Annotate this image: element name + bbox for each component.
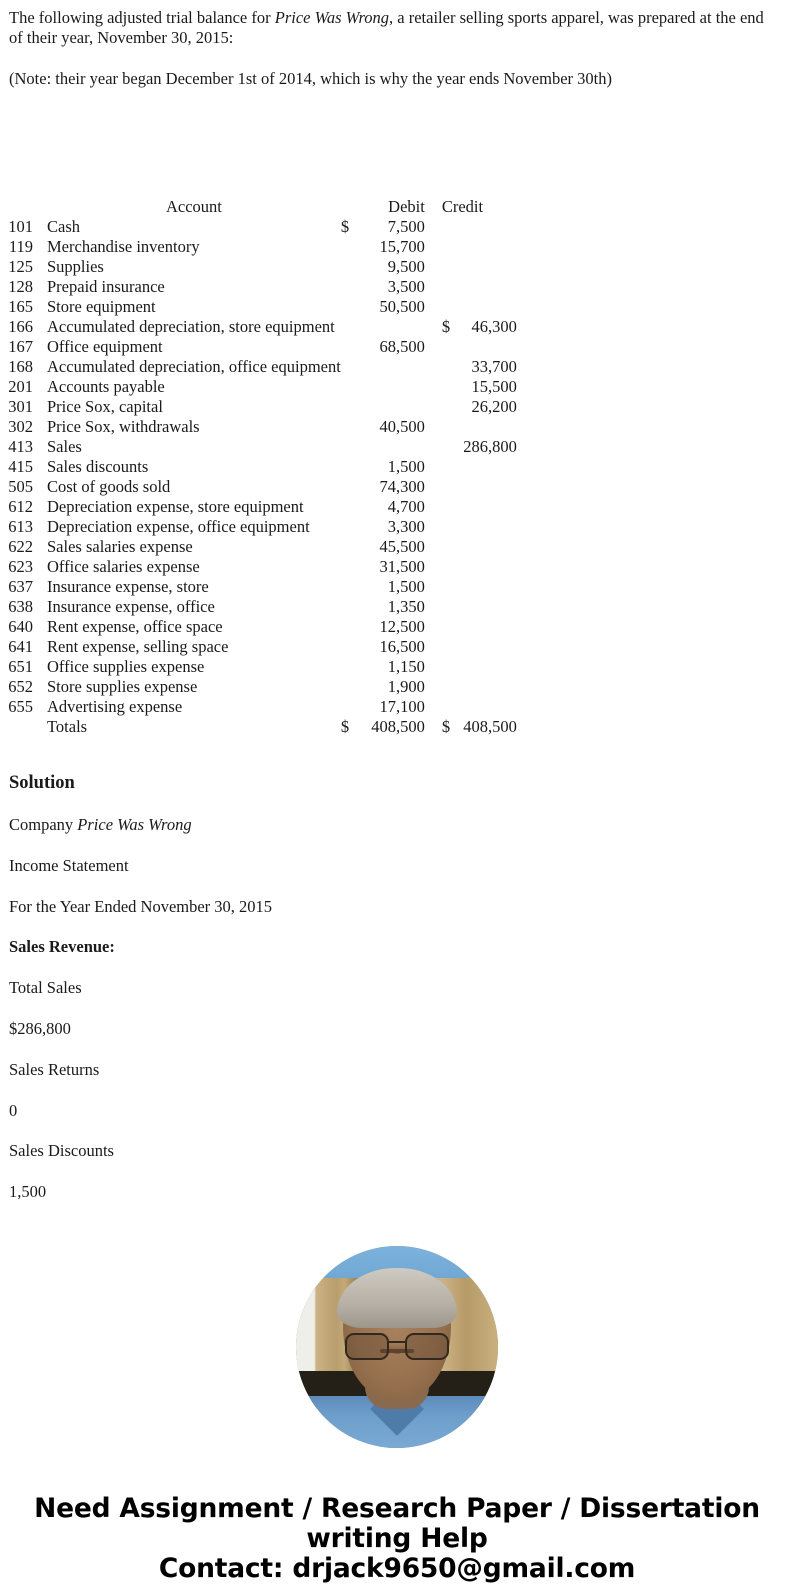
cell-debit-amount: 7,500 <box>387 216 425 236</box>
table-row <box>0 439 517 459</box>
cell-credit-currency-sign <box>425 279 455 299</box>
cell-debit-currency-sign <box>341 339 353 359</box>
cell-account-name: Office equipment <box>47 336 163 356</box>
cell-credit-currency-sign <box>425 459 455 479</box>
cell-debit-currency-sign <box>341 599 353 619</box>
cell-debit-amount: 1,500 <box>387 576 425 596</box>
cell-credit-currency-sign <box>425 519 455 539</box>
cell-debit-amount: 17,100 <box>379 696 425 716</box>
cell-credit-currency-sign <box>425 339 455 359</box>
cell-debit-currency-sign <box>341 459 353 479</box>
avatar-glasses <box>345 1333 449 1357</box>
cell-credit-amount: 408,500 <box>463 716 517 736</box>
cell-credit-amount <box>455 279 517 299</box>
cell-account-number: 622 <box>8 536 33 556</box>
cell-debit-amount: 40,500 <box>379 416 425 436</box>
cell-debit-currency-sign <box>341 699 353 719</box>
cell-debit-currency-sign <box>341 619 353 639</box>
cell-account-name: Merchandise inventory <box>47 236 200 256</box>
cell-credit-currency-sign <box>425 419 455 439</box>
table-row <box>0 639 517 659</box>
cell-account-number <box>0 719 33 739</box>
table-row <box>0 539 517 559</box>
promo-footer <box>0 1448 794 1585</box>
cell-account-number: 119 <box>8 236 33 256</box>
cell-account-number: 637 <box>8 576 33 596</box>
intro-text-before: The following adjusted trial balance for <box>9 8 275 27</box>
table-row <box>0 479 517 499</box>
table-row <box>0 699 517 719</box>
cell-debit-currency-sign <box>341 279 353 299</box>
cell-debit-currency-sign <box>341 519 353 539</box>
cell-account-number: 413 <box>8 436 33 456</box>
cell-account-name: Accumulated depreciation, store equipment <box>47 316 335 336</box>
table-row <box>0 259 517 279</box>
table-row <box>0 359 517 379</box>
cell-account-name: Insurance expense, office <box>47 596 215 616</box>
table-row <box>0 399 517 419</box>
cell-debit-currency-sign: $ <box>340 216 350 236</box>
cell-account-number: 623 <box>8 556 33 576</box>
cell-debit-amount <box>353 359 425 379</box>
cell-credit-amount <box>455 299 517 319</box>
cell-debit-amount: 3,500 <box>387 276 425 296</box>
cell-account-number: 301 <box>8 396 33 416</box>
cell-account-number: 613 <box>8 516 33 536</box>
cell-credit-currency-sign <box>425 639 455 659</box>
cell-account-name: Price Sox, capital <box>47 396 163 416</box>
avatar <box>296 1246 498 1448</box>
cell-account-number: 640 <box>8 616 33 636</box>
cell-debit-currency-sign <box>341 379 353 399</box>
cell-account-number: 101 <box>8 216 33 236</box>
cell-debit-currency-sign <box>341 479 353 499</box>
cell-credit-amount <box>455 219 517 239</box>
cell-debit-currency-sign <box>341 539 353 559</box>
solution-statement-title: Income Statement <box>9 855 129 875</box>
cell-debit-currency-sign <box>341 639 353 659</box>
column-header-number <box>0 199 33 219</box>
table-row <box>0 619 517 639</box>
cell-account-name: Office supplies expense <box>47 656 205 676</box>
cell-credit-currency-sign <box>425 379 455 399</box>
avatar-glasses-bridge <box>387 1341 407 1344</box>
cell-debit-currency-sign <box>341 419 353 439</box>
cell-account-name: Depreciation expense, office equipment <box>47 516 310 536</box>
promo-line-1: Need Assignment / Research Paper / Dissertation <box>34 1493 760 1525</box>
cell-credit-amount <box>455 619 517 639</box>
solution-period: For the Year Ended November 30, 2015 <box>9 896 273 916</box>
cell-credit-currency-sign <box>425 559 455 579</box>
cell-credit-amount <box>455 339 517 359</box>
cell-account-number: 128 <box>8 276 33 296</box>
table-row <box>0 379 517 399</box>
intro-paragraph-2: (Note: their year began December 1st of 2014, which is why the year ends November 30th) <box>9 69 612 89</box>
cell-debit-amount: 50,500 <box>379 296 425 316</box>
avatar-container <box>0 1202 794 1448</box>
intro-section <box>0 0 794 89</box>
table-row <box>0 339 517 359</box>
cell-account-name: Sales salaries expense <box>47 536 193 556</box>
cell-credit-currency-sign <box>425 359 455 379</box>
intro-paragraph-1 <box>9 0 778 47</box>
cell-debit-currency-sign <box>341 659 353 679</box>
company-name-italic: Price Was Wrong <box>274 8 390 27</box>
cell-credit-currency-sign: $ <box>441 316 451 336</box>
cell-credit-currency-sign <box>425 259 455 279</box>
cell-account-number: 201 <box>8 376 33 396</box>
cell-credit-amount <box>455 639 517 659</box>
column-header-debit-sign <box>341 199 353 219</box>
cell-debit-amount: 408,500 <box>371 716 425 736</box>
avatar-glasses-lens-right <box>405 1333 449 1360</box>
table-row <box>0 599 517 619</box>
company-label: Company <box>9 815 78 835</box>
cell-account-name: Supplies <box>47 256 104 276</box>
cell-account-name: Store supplies expense <box>47 676 198 696</box>
cell-debit-amount: 1,150 <box>387 656 425 676</box>
cell-credit-amount <box>455 599 517 619</box>
promo-line-2: writing Help <box>306 1523 488 1555</box>
cell-credit-currency-sign <box>425 679 455 699</box>
table-body <box>0 216 517 739</box>
cell-account-name: Insurance expense, store <box>47 576 209 596</box>
cell-account-name: Depreciation expense, store equipment <box>47 496 304 516</box>
cell-credit-amount: 33,700 <box>471 356 517 376</box>
solution-item-value: 1,500 <box>9 1182 47 1202</box>
cell-debit-currency-sign <box>341 399 353 419</box>
column-header-debit: Debit <box>388 196 425 216</box>
cell-account-name: Rent expense, selling space <box>47 636 229 656</box>
cell-account-name: Sales discounts <box>47 456 149 476</box>
cell-credit-amount <box>455 539 517 559</box>
cell-account-number: 415 <box>8 456 33 476</box>
table-row-totals <box>0 719 517 739</box>
column-header-credit: Credit <box>441 196 484 216</box>
solution-sales-revenue-heading: Sales Revenue: <box>9 937 115 957</box>
cell-debit-amount: 1,500 <box>387 456 425 476</box>
cell-credit-amount <box>455 659 517 679</box>
cell-account-number: 125 <box>8 256 33 276</box>
cell-account-number: 167 <box>8 336 33 356</box>
table-row <box>0 219 517 239</box>
table-row <box>0 239 517 259</box>
cell-debit-amount: 16,500 <box>379 636 425 656</box>
cell-credit-amount: 46,300 <box>471 316 517 336</box>
table-row <box>0 499 517 519</box>
solution-company-line <box>9 794 785 835</box>
cell-credit-currency-sign <box>425 539 455 559</box>
cell-debit-currency-sign <box>341 499 353 519</box>
cell-debit-currency-sign <box>341 259 353 279</box>
cell-debit-currency-sign <box>341 579 353 599</box>
table-row <box>0 319 517 339</box>
cell-account-number: 168 <box>8 356 33 376</box>
cell-account-number: 641 <box>8 636 33 656</box>
solution-line-list <box>9 957 785 1202</box>
cell-account-name: Cash <box>47 216 80 236</box>
cell-credit-amount: 15,500 <box>471 376 517 396</box>
cell-debit-amount: 12,500 <box>379 616 425 636</box>
cell-credit-amount: 286,800 <box>463 436 517 456</box>
cell-account-name: Price Sox, withdrawals <box>47 416 200 436</box>
cell-credit-currency-sign <box>425 699 455 719</box>
table-row <box>0 579 517 599</box>
cell-debit-currency-sign: $ <box>340 716 350 736</box>
table-row <box>0 679 517 699</box>
cell-debit-amount <box>353 439 425 459</box>
cell-credit-amount <box>455 239 517 259</box>
cell-credit-amount <box>455 579 517 599</box>
cell-credit-amount: 26,200 <box>471 396 517 416</box>
solution-item-value: 0 <box>9 1100 18 1120</box>
cell-account-name: Store equipment <box>47 296 156 316</box>
cell-credit-currency-sign: $ <box>441 716 451 736</box>
solution-section <box>0 739 794 1202</box>
promo-line-3[interactable]: Contact: drjack9650@gmail.com <box>158 1553 636 1585</box>
cell-credit-currency-sign <box>425 659 455 679</box>
cell-debit-currency-sign <box>341 299 353 319</box>
cell-account-number: 302 <box>8 416 33 436</box>
cell-debit-currency-sign <box>341 439 353 459</box>
solution-item-value: $286,800 <box>9 1019 71 1039</box>
cell-debit-amount: 15,700 <box>379 236 425 256</box>
table-row <box>0 659 517 679</box>
cell-account-number: 166 <box>8 316 33 336</box>
table-row <box>0 519 517 539</box>
solution-company-name: Price Was Wrong <box>77 815 192 835</box>
cell-credit-amount <box>455 699 517 719</box>
cell-debit-currency-sign <box>341 359 353 379</box>
cell-account-number: 165 <box>8 296 33 316</box>
cell-debit-amount: 1,900 <box>387 676 425 696</box>
table-row <box>0 279 517 299</box>
cell-credit-amount <box>455 419 517 439</box>
cell-debit-amount: 74,300 <box>379 476 425 496</box>
cell-account-name: Totals <box>47 716 88 736</box>
table-row <box>0 459 517 479</box>
cell-debit-amount: 1,350 <box>387 596 425 616</box>
cell-account-name: Accounts payable <box>47 376 165 396</box>
cell-credit-currency-sign <box>425 599 455 619</box>
cell-credit-currency-sign <box>425 439 455 459</box>
avatar-glasses-lens-left <box>345 1333 389 1360</box>
cell-credit-amount <box>455 479 517 499</box>
table-header-row <box>0 199 517 219</box>
table-row <box>0 419 517 439</box>
cell-credit-amount <box>455 559 517 579</box>
cell-account-name: Office salaries expense <box>47 556 200 576</box>
trial-balance-table <box>0 196 517 739</box>
cell-credit-amount <box>455 519 517 539</box>
cell-account-name: Accumulated depreciation, office equipment <box>47 356 341 376</box>
cell-debit-amount <box>353 379 425 399</box>
intro-text-after: , a retailer selling sports apparel, was prepared at the end of their year, November 30, 2015: <box>9 8 764 47</box>
cell-debit-amount: 9,500 <box>387 256 425 276</box>
cell-credit-amount <box>455 459 517 479</box>
cell-credit-amount <box>455 259 517 279</box>
cell-debit-amount <box>353 319 425 339</box>
cell-debit-amount: 31,500 <box>379 556 425 576</box>
cell-account-name: Rent expense, office space <box>47 616 223 636</box>
cell-debit-currency-sign <box>341 319 353 339</box>
cell-account-name: Sales <box>47 436 82 456</box>
cell-credit-currency-sign <box>425 579 455 599</box>
table-row <box>0 299 517 319</box>
cell-debit-amount: 4,700 <box>387 496 425 516</box>
solution-heading: Solution <box>9 772 75 793</box>
cell-debit-amount <box>353 399 425 419</box>
cell-account-name: Cost of goods sold <box>47 476 171 496</box>
cell-credit-currency-sign <box>425 499 455 519</box>
table-row <box>0 559 517 579</box>
cell-account-name: Prepaid insurance <box>47 276 165 296</box>
cell-credit-currency-sign <box>425 479 455 499</box>
column-header-account: Account <box>165 196 222 216</box>
cell-account-number: 652 <box>8 676 33 696</box>
cell-account-number: 638 <box>8 596 33 616</box>
cell-debit-amount: 45,500 <box>379 536 425 556</box>
cell-debit-amount: 3,300 <box>387 516 425 536</box>
cell-credit-currency-sign <box>425 239 455 259</box>
table-header <box>0 196 517 219</box>
solution-item-label: Sales Returns <box>9 1059 100 1079</box>
cell-debit-currency-sign <box>341 239 353 259</box>
cell-credit-currency-sign <box>425 219 455 239</box>
cell-account-number: 651 <box>8 656 33 676</box>
cell-account-number: 505 <box>8 476 33 496</box>
cell-credit-currency-sign <box>425 619 455 639</box>
cell-debit-amount: 68,500 <box>379 336 425 356</box>
solution-item-label: Total Sales <box>9 978 82 998</box>
solution-item-label: Sales Discounts <box>9 1141 114 1161</box>
cell-debit-currency-sign <box>341 559 353 579</box>
cell-credit-currency-sign <box>425 399 455 419</box>
cell-account-name: Advertising expense <box>47 696 183 716</box>
cell-account-number: 612 <box>8 496 33 516</box>
cell-debit-currency-sign <box>341 679 353 699</box>
cell-account-number: 655 <box>8 696 33 716</box>
cell-credit-amount <box>455 499 517 519</box>
trial-balance-table-wrapper <box>0 196 794 739</box>
cell-credit-currency-sign <box>425 299 455 319</box>
cell-credit-amount <box>455 679 517 699</box>
